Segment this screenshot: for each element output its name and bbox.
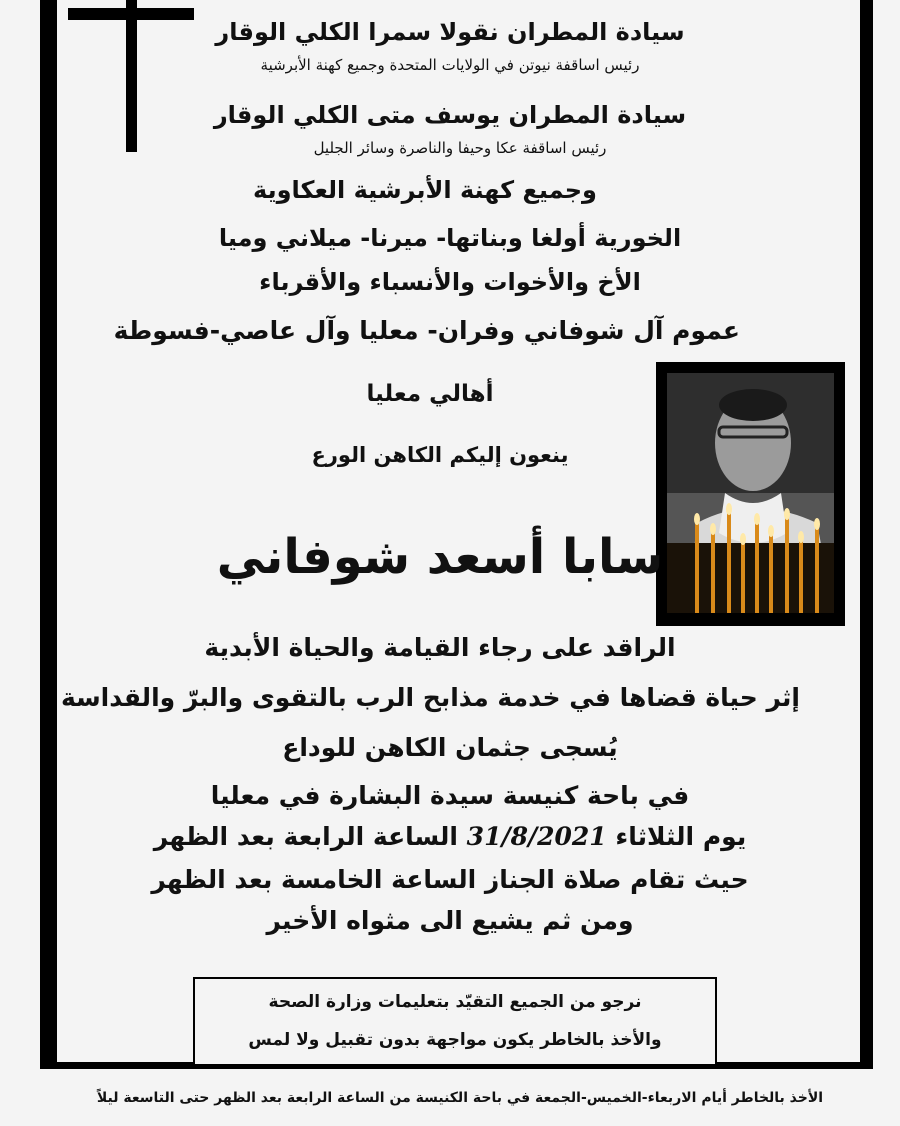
mourners-line-5: أهالي معليا [366, 381, 494, 407]
mourners-line-1: وجميع كهنة الأبرشية العكاوية [253, 176, 597, 204]
deceased-name: سابا أسعد شوفاني [216, 529, 664, 585]
condolence-hours-footer: الأخذ بالخاطر أيام الاربعاء-الخميس-الجمعة في باحة الكنيسة من الساعة الرابعة بعد الظهر حتى التاسعة ليلاً [96, 1090, 824, 1106]
mourners-line-4: عموم آل شوفاني وفران- معليا وآل عاصي-فسوطة [113, 316, 740, 345]
funeral-date-line [140, 824, 760, 849]
detail-line-1: الراقد على رجاء القيامة والحياة الأبدية [204, 633, 676, 662]
funeral-prayer-line: حيث تقام صلاة الجناز الساعة الخامسة بعد الظهر [151, 865, 749, 894]
mourners-line-3: الأخ والأخوات والأنسباء والأقرباء [259, 268, 641, 296]
notice-line-1: نرجو من الجميع التقيّد بتعليمات وزارة الصحة [268, 992, 642, 1012]
mourners-line-2: الخورية أولغا وبناتها- ميرنا- ميلاني وميا [218, 224, 682, 252]
detail-line-4: في باحة كنيسة سيدة البشارة في معليا [210, 781, 690, 810]
bishop2-title: رئيس اساقفة عكا وحيفا والناصرة وسائر الجليل [313, 139, 607, 157]
funeral-burial-line: ومن ثم يشيع الى مثواه الأخير [266, 906, 634, 935]
funeral-day: يوم الثلاثاء [615, 822, 747, 851]
photo-image [667, 373, 834, 613]
bishop1-name: سيادة المطران نقولا سمرا الكلي الوقار [215, 18, 685, 46]
bishop1-title: رئيس اساقفة نيوتن في الولايات المتحدة وجميع كهنة الأبرشية [260, 56, 640, 74]
health-notice-box [193, 977, 717, 1066]
cross-horizontal-bar [68, 8, 194, 20]
detail-line-3: يُسجى جثمان الكاهن للوداع [282, 733, 618, 762]
funeral-time: الساعة الرابعة بعد الظهر [153, 822, 458, 851]
funeral-date: 31/8/2021 [466, 822, 607, 851]
bishop2-name: سيادة المطران يوسف متى الكلي الوقار [213, 101, 687, 129]
detail-line-2: إثر حياة قضاها في خدمة مذابح الرب بالتقوى والبرّ والقداسة [60, 683, 800, 712]
announcement-text: ينعون إليكم الكاهن الورع [311, 443, 569, 467]
frame-right-border [860, 0, 873, 1068]
cross-vertical-bar [126, 0, 137, 152]
portrait-illustration [667, 373, 834, 613]
deceased-photo [656, 362, 845, 626]
frame-left-border [40, 0, 57, 1068]
notice-line-2: والأخذ بالخاطر يكون مواجهة بدون تقبيل ولا لمس [248, 1030, 662, 1050]
